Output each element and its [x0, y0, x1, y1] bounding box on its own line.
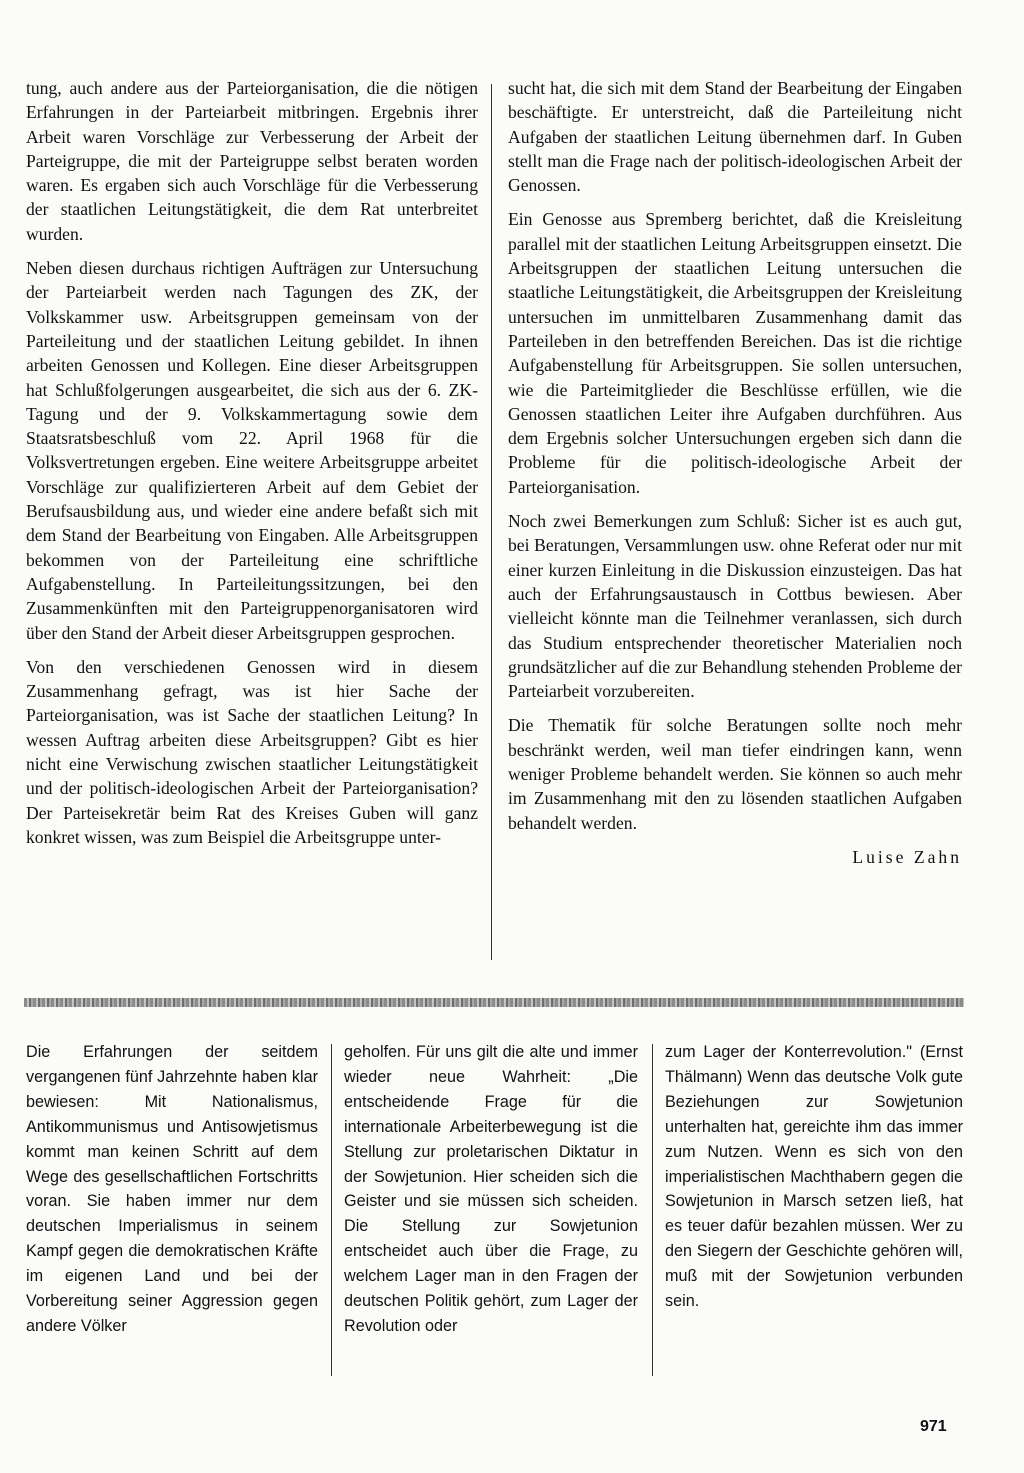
paragraph: Neben diesen durchaus richtigen Aufträgen zur Untersuchung der Parteiarbeit werden nach Tagungen des ZK, der Volkskammer usw. Arbeitsgruppen gemeinsam von der Parteileitung und der staatlichen Leitung gebildet. In ihnen arbeiten Genossen und Kollegen. Eine dieser Arbeitsgruppen hat Schlußfolgerungen ausgearbeitet, die sich aus der 6. ZK-Tagung und der 9. Volkskammertagung sowie dem Staatsratsbeschluß vom 22. April 1968 für die Volksvertretungen ergeben. Eine weitere Arbeitsgruppe arbeitet Vorschläge zur qualifizierteren Arbeit auf dem Gebiet der Berufsausbildung aus, und wieder eine andere befaßt sich mit dem Stand der Bearbeitung von Eingaben. Alle Arbeitsgruppen bekommen von der Parteileitung eine schriftliche Aufgabenstellung. In Parteileitungssitzungen, bei den Zusammenkünften mit den Parteigruppenorganisatoren wird über den Stand der Arbeit dieser Arbeitsgruppen gesprochen.	[26, 258, 478, 643]
paragraph: tung, auch andere aus der Parteiorganisation, die die nötigen Erfahrungen in der Parteiarbeit mitbringen. Ergebnis ihrer Arbeit waren Vorschläge zur Verbesserung der Arbeit der Parteigruppe, die mit der Parteigruppe selbst beraten worden waren. Es ergaben sich auch Vorschläge für die Verbesserung der staatlichen Leitungstätigkeit, die dem Rat unterbreitet wurden.	[26, 78, 478, 244]
paragraph: Von den verschiedenen Genossen wird in diesem Zusammenhang gefragt, was ist hier Sache der Parteiorganisation, was ist Sache der staatlichen Leitung? In wessen Auftrag arbeiten diese Arbeitsgruppen? Gibt es hier nicht eine Verwischung zwischen staatlicher Leitungstätigkeit und der politisch-ideologischen Arbeit der Parteiorganisation? Der Parteisekretär beim Rat des Kreises Guben will ganz konkret wissen, was zum Beispiel die Arbeitsgruppe unter-	[26, 656, 478, 847]
column-divider	[652, 1044, 653, 1376]
footer-paragraph: Die Erfahrungen der seitdem vergangenen fünf Jahrzehnte haben klar bewiesen: Mit Nationalismus, Antikommunismus und Antisowjetismus kommt man keinen Schritt auf dem Wege des gesellschaftlichen Fortschritts voran. Sie haben immer nur dem deutschen Imperialismus in seinem Kampf gegen die demokratischen Kräfte im eigenen Land und bei der Vorbereitung seiner Aggression gegen andere Völker	[26, 1043, 318, 1335]
article-column-right	[508, 76, 962, 869]
footer-column-2	[344, 1040, 638, 1339]
column-divider	[491, 84, 492, 960]
footer-paragraph: zum Lager der Konterrevolution." (Ernst Thälmann) Wenn das deutsche Volk gute Beziehungen zur Sowjetunion unterhalten hat, gereichte ihm das immer zum Nutzen. Wenn es sich von den imperialistischen Machthabern gegen die Sowjetunion in Marsch setzen ließ, hat es teuer dafür bezahlen müssen. Wer zu den Siegern der Geschichte gehören will, muß mit der Sowjetunion verbunden sein.	[665, 1043, 963, 1311]
footer-paragraph: geholfen. Für uns gilt die alte und immer wieder neue Wahrheit: „Die entscheidende Frage für die internationale Arbeiterbewegung ist die Stellung zur proletarischen Diktatur in der Sowjetunion. Hier scheiden sich die Geister und sie müssen sich scheiden. Die Stellung zur Sowjetunion entscheidet auch über die Frage, zu welchem Lager man in den Fragen der deutschen Politik gehört, zum Lager der Revolution oder	[344, 1043, 638, 1335]
article-body	[26, 76, 962, 966]
column-divider	[331, 1044, 332, 1376]
article-column-left	[26, 76, 478, 859]
footer-column-3	[665, 1040, 963, 1314]
paragraph: Noch zwei Bemerkungen zum Schluß: Sicher ist es auch gut, bei Beratungen, Versammlungen usw. ohne Referat oder nur mit einer kurzen Einleitung in die Diskussion einzusteigen. Das hat auch der Erfahrungsaustausch in Cottbus bewiesen. Aber vielleicht könnte man die Teilnehmer veranlassen, sich durch das Studium entsprechender theoretischer Materialien noch grundsätzlicher auf die zur Behandlung stehenden Probleme der Parteiarbeit vorzubereiten.	[508, 511, 962, 702]
paragraph: sucht hat, die sich mit dem Stand der Bearbeitung der Eingaben beschäftigte. Er unterstreicht, daß die Parteileitung nicht Aufgaben der staatlichen Leitung übernehmen darf. In Guben stellt man die Frage nach der politisch-ideologischen Arbeit der Genossen.	[508, 78, 962, 196]
footer-column-1	[26, 1040, 318, 1339]
page-number: 971	[920, 1418, 947, 1435]
footer-text-block	[26, 1040, 964, 1380]
paragraph: Ein Genosse aus Spremberg berichtet, daß die Kreisleitung parallel mit der staatlichen Leitung Arbeitsgruppen einsetzt. Die Arbeitsgruppen der staatlichen Leitung untersuchen die staatliche Leitungstätigkeit, die Arbeitsgruppen der Kreisleitung untersuchen im unmittelbaren Zusammenhang damit das Parteileben in den betreffenden Bereichen. Das ist die richtige Aufgabenstellung für Arbeitsgruppen. Sie sollen untersuchen, wie die Parteimitglieder die Beschlüsse erfüllen, wie die Genossen staatlichen Leiter ihre Aufgaben durchführen. Aus dem Ergebnis solcher Untersuchungen ergeben sich dann die Probleme für die politisch-ideologische Arbeit der Parteiorganisation.	[508, 209, 962, 497]
paragraph: Die Thematik für solche Beratungen sollte noch mehr beschränkt werden, weil man tiefer eindringen kann, wenn weniger Probleme behandelt werden. Sie können so auch mehr im Zusammenhang mit den zu lösenden staatlichen Aufgaben behandelt werden.	[508, 715, 962, 833]
author-signature: Luise Zahn	[852, 846, 962, 867]
decorative-separator-band	[24, 998, 964, 1007]
